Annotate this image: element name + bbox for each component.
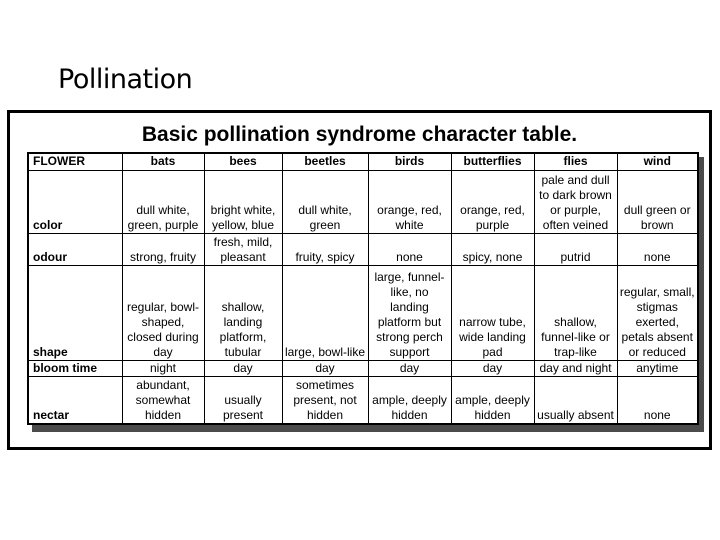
table-row: [28, 360, 698, 376]
column-header: wind: [617, 153, 698, 170]
table-cell: usually absent: [534, 377, 617, 424]
table-cell: large, funnel-like, no landing platform but strong perch support: [368, 266, 451, 361]
column-header: beetles: [282, 153, 368, 170]
row-header: nectar: [28, 377, 122, 424]
table-cell: orange, red, purple: [451, 170, 534, 234]
table-cell: none: [368, 234, 451, 266]
table-row: [28, 377, 698, 424]
column-header: bats: [122, 153, 204, 170]
table-cell: regular, small, stigmas exerted, petals absent or reduced: [617, 266, 698, 361]
table-cell: strong, fruity: [122, 234, 204, 266]
column-header: birds: [368, 153, 451, 170]
table-cell: spicy, none: [451, 234, 534, 266]
table-cell: day: [204, 360, 282, 376]
table-row: [28, 266, 698, 361]
table-cell: ample, deeply hidden: [368, 377, 451, 424]
table-cell: bright white, yellow, blue: [204, 170, 282, 234]
table-cell: sometimes present, not hidden: [282, 377, 368, 424]
column-header: bees: [204, 153, 282, 170]
table-cell: orange, red, white: [368, 170, 451, 234]
slide-title: Pollination: [58, 64, 193, 95]
table-cell: day: [451, 360, 534, 376]
table-cell: none: [617, 377, 698, 424]
table-cell: pale and dull to dark brown or purple, often veined: [534, 170, 617, 234]
table-cell: regular, bowl-shaped, closed during day: [122, 266, 204, 361]
table-cell: shallow, funnel-like or trap-like: [534, 266, 617, 361]
table-cell: narrow tube, wide landing pad: [451, 266, 534, 361]
table-cell: dull white, green, purple: [122, 170, 204, 234]
table-cell: putrid: [534, 234, 617, 266]
table-cell: dull green or brown: [617, 170, 698, 234]
table-header-row: [28, 153, 698, 170]
table-cell: fruity, spicy: [282, 234, 368, 266]
table-cell: ample, deeply hidden: [451, 377, 534, 424]
table-cell: none: [617, 234, 698, 266]
table-cell: anytime: [617, 360, 698, 376]
table-cell: abundant, somewhat hidden: [122, 377, 204, 424]
table-cell: night: [122, 360, 204, 376]
syndrome-table: [27, 152, 699, 425]
pollination-table-figure: [7, 110, 712, 450]
table-cell: day and night: [534, 360, 617, 376]
table-cell: day: [368, 360, 451, 376]
table-cell: large, bowl-like: [282, 266, 368, 361]
row-header: color: [28, 170, 122, 234]
table-row: [28, 234, 698, 266]
table-cell: shallow, landing platform, tubular: [204, 266, 282, 361]
row-header: odour: [28, 234, 122, 266]
row-header: shape: [28, 266, 122, 361]
column-header: butterflies: [451, 153, 534, 170]
table-cell: dull white, green: [282, 170, 368, 234]
table-row: [28, 170, 698, 234]
table-cell: day: [282, 360, 368, 376]
column-header: flies: [534, 153, 617, 170]
corner-header: FLOWER: [28, 153, 122, 170]
row-header: bloom time: [28, 360, 122, 376]
table-cell: fresh, mild, pleasant: [204, 234, 282, 266]
table-cell: usually present: [204, 377, 282, 424]
figure-caption: Basic pollination syndrome character table.: [141, 123, 578, 146]
